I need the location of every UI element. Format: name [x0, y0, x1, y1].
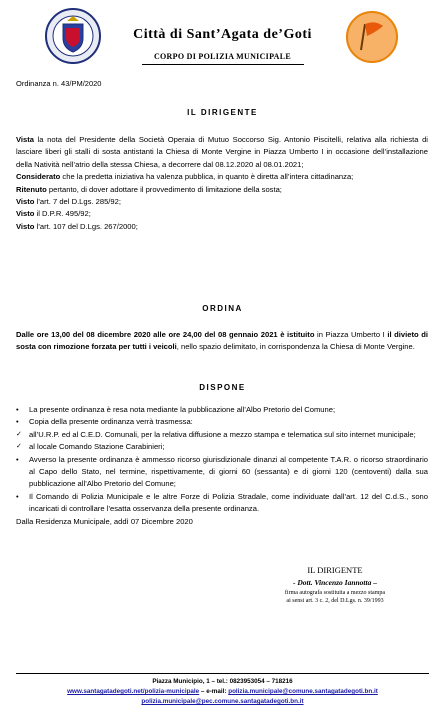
sub-list-item: ✓ all’U.R.P. ed al C.E.D. Comunali, per la relativa diffusione a mezzo stampa e telematica sul sito internet municipale; — [16, 429, 428, 441]
checkmark-icon: ✓ — [16, 443, 22, 451]
visto-label: Visto — [16, 221, 35, 231]
pec-link[interactable]: polizia.municipale@pec.comune.santagatadegoti.bn.it — [141, 698, 304, 705]
ritenuto-label: Ritenuto — [16, 184, 47, 194]
signature-name: - Dott. Vincenzo Iannotta – — [293, 578, 377, 587]
email-label: – e-mail: — [199, 688, 229, 695]
bullet-icon: • — [16, 417, 19, 427]
footer-contacts — [0, 688, 445, 695]
footer-address: Piazza Municipio, 1 – tel.: 0823953054 – 718216 — [152, 678, 293, 685]
vista-label: Vista — [16, 135, 35, 144]
vista-text: la nota del Presidente della Società Operaia di Mutuo Soccorso Sig. Antonio Piscitelli, relativa alla richiesta di lasciare liberi gli stalli di sosta antistanti la Chiesa di Monte Vergine in Piazza Umberto I in occasione dell’installazione della Natività nell’atrio della stessa Chiesa, a decorrere dal 08.12.2020 al 08.01.2021; — [16, 135, 428, 169]
ordina-text: , nello spazio delimitato, in corrispondenza la Chiesa di Monte Vergine. — [176, 342, 415, 352]
list-item: • Avverso la presente ordinanza è ammesso ricorso giurisdizionale dinanzi al competente T.A.R. o ricorso straordinario al Capo dello Stato, nel termine, rispettivamente, di giorni 60 (sessanta) e di giorni 120 (centoventi) dalla sua pubblicazione all’Albo Pretorio del Comune; — [16, 454, 428, 489]
list-item: • La presente ordinanza è resa nota mediante la pubblicazione all’Albo Pretorio del Comune; — [16, 404, 428, 416]
checkmark-icon: ✓ — [16, 430, 22, 438]
sub-list-item: ✓ al locale Comando Stazione Carabinieri; — [16, 441, 428, 453]
bullet-icon: • — [16, 405, 19, 414]
footer-divider — [16, 673, 429, 674]
email-link[interactable]: polizia.municipale@comune.santagatadegoti.bn.it — [228, 688, 378, 695]
footer-pec — [0, 698, 445, 705]
ordina-text: in Piazza Umberto I — [314, 330, 388, 339]
ritenuto-text: pertanto, di dover adottare il provvedimento di limitazione della sosta; — [46, 184, 282, 194]
date-line: Dalla Residenza Municipale, addì 07 Dicembre 2020 — [16, 516, 193, 526]
list-item: • Copia della presente ordinanza verrà trasmessa: — [16, 416, 428, 428]
city-title: Città di Sant’Agata de’Goti — [133, 27, 312, 42]
website-link[interactable]: www.santagatadegoti.net/polizia-municipale — [67, 688, 200, 695]
header-divider — [142, 64, 304, 65]
bullet-icon: • — [16, 454, 19, 464]
signature-title: IL DIRIGENTE — [307, 565, 363, 575]
signature-note: firma autografa sostituita a mezzo stampa — [284, 590, 386, 596]
list-item: • Il Comando di Polizia Municipale e le altre Forze di Polizia Stradale, come individuate dall’art. 12 del C.d.S., sono incaricati di controllare l’esatta osservanza della presente ordinanza. — [16, 491, 428, 514]
visto-text: l’art. 7 del D.Lgs. 285/92; — [34, 197, 121, 207]
considerato-label: Considerato — [16, 172, 61, 182]
premise-block — [16, 134, 428, 233]
dispone-list — [16, 404, 428, 528]
ordina-bold-dates: Dalle ore 13,00 del 08 dicembre 2020 alle ore 24,00 del 08 gennaio 2021 è istituito — [16, 330, 315, 339]
dirigente-heading: IL DIRIGENTE — [187, 108, 258, 117]
ordinance-number: Ordinanza n. 43/PM/2020 — [16, 79, 102, 88]
visto-text: il D.P.R. 495/92; — [34, 209, 91, 219]
dispone-heading: DISPONE — [199, 383, 246, 392]
bullet-icon: • — [16, 491, 19, 501]
visto-label: Visto — [16, 209, 35, 219]
considerato-text: che la predetta iniziativa ha valenza pubblica, in quanto è diretta all’intera cittadinanza; — [60, 172, 354, 182]
ordina-bold-divieto: il divieto di sosta con rimozione forzata per tutti i veicoli — [16, 330, 428, 352]
ordina-block — [16, 329, 428, 354]
department-subtitle: CORPO DI POLIZIA MUNICIPALE — [153, 52, 292, 61]
visto-text: l’art. 107 del D.Lgs. 267/2000; — [34, 221, 138, 231]
signature-note: ai sensi art. 3 c. 2, del D.Lgs. n. 39/1993 — [286, 598, 384, 604]
visto-label: Visto — [16, 197, 35, 207]
ordina-heading: ORDINA — [202, 304, 243, 313]
